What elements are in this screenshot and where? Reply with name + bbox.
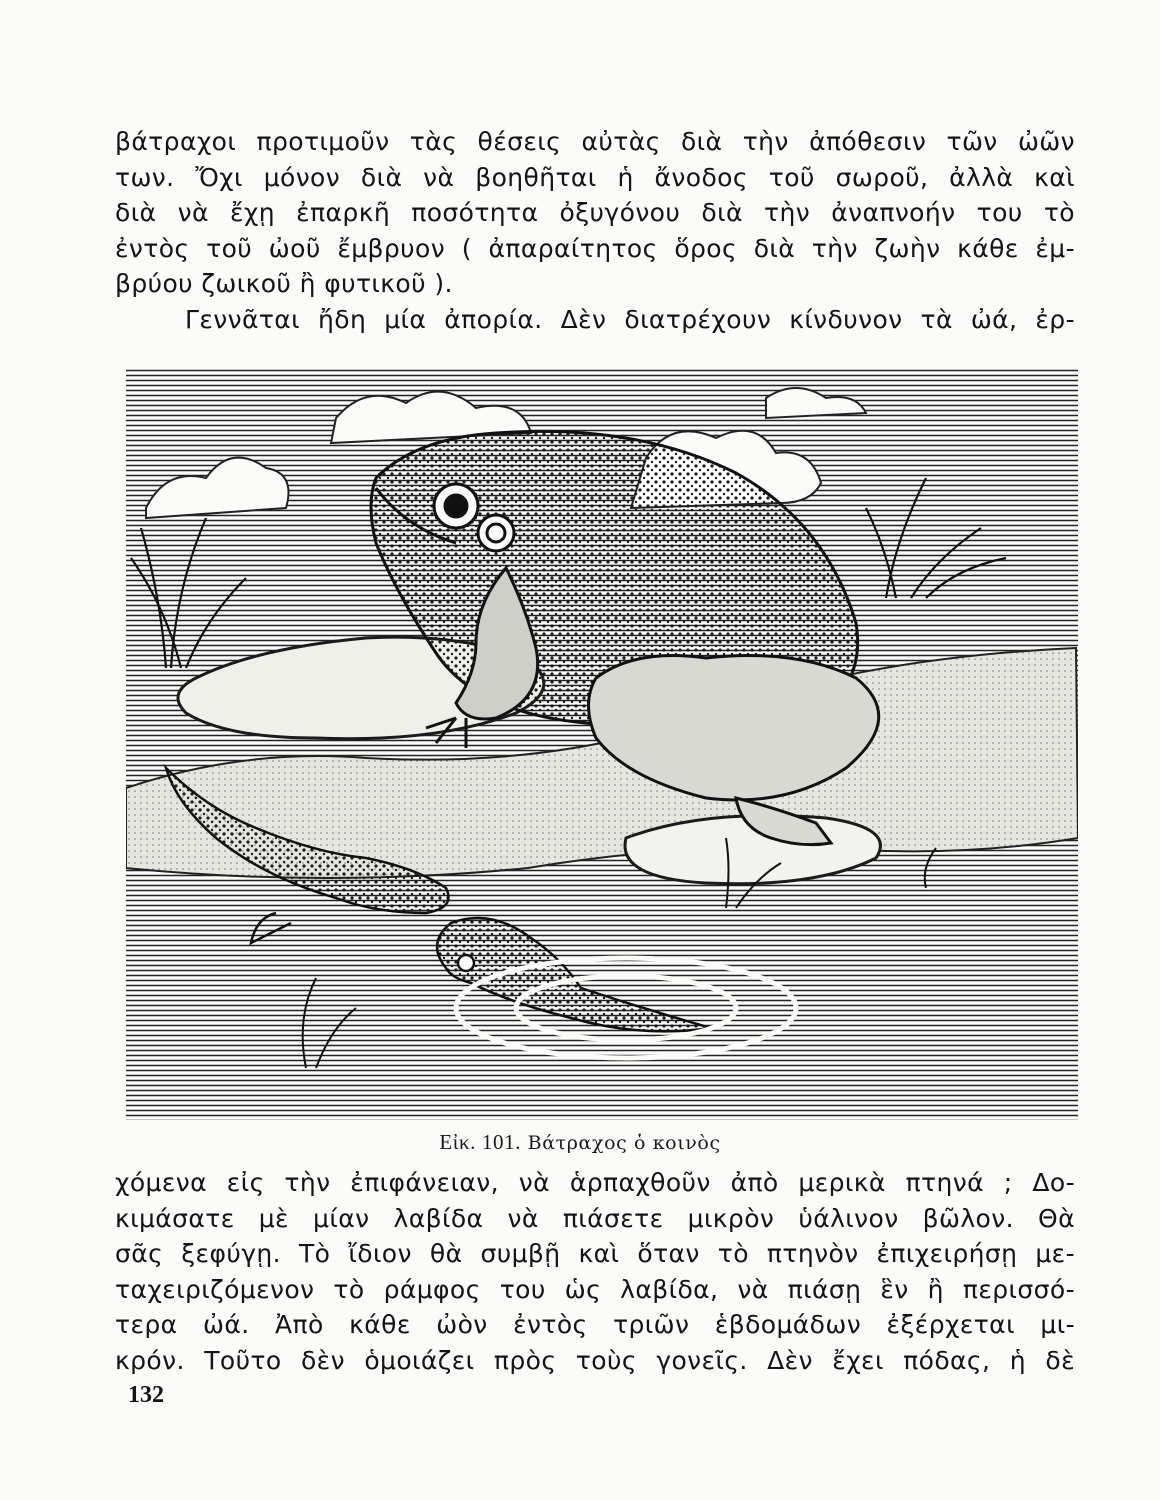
text-line: διὰ νὰ ἔχῃ ἐπαρκῆ ποσότητα ὀξυγόνου διὰ τὴν ἀναπνοήν του τὸ — [115, 198, 1075, 227]
text-line: των. Ὄχι μόνον διὰ νὰ βοηθῆται ἡ ἄνοδος τοῦ σωροῦ, ἀλλὰ καὶ — [115, 162, 1075, 192]
text-line: ἐντὸς τοῦ ὠοῦ ἔμβρυον ( ἀπαραίτητος ὅρος διὰ τὴν ζωὴν κάθε ἐμ- — [115, 233, 1075, 263]
top-paragraph — [115, 124, 1075, 337]
bottom-paragraph — [115, 1165, 1075, 1378]
text-line: σᾶς ξεφύγῃ. Τὸ ἴδιον θὰ συμβῇ καὶ ὅταν τὸ πτηνὸν ἐπιχειρήσῃ με- — [115, 1239, 1075, 1268]
frog-illustration — [126, 368, 1078, 1120]
text-line: κιμάσατε μὲ μίαν λαβίδα νὰ πιάσετε μικρὸν ὑάλινον βῶλον. Θὰ — [115, 1203, 1075, 1233]
caption-label: Εἰκ. 101. — [439, 1130, 522, 1154]
text-line: βρύου ζωικοῦ ἢ φυτικοῦ ). — [115, 269, 453, 298]
text-line: ταχειριζόμενον τὸ ράμφος του ὡς λαβίδα, νὰ πιάσῃ ἓν ἢ περισσό- — [115, 1274, 1075, 1304]
text-line: χόμενα εἰς τὴν ἐπιφάνειαν, νὰ ἁρπαχθοῦν ἀπὸ μερικὰ πτηνά ; Δο- — [115, 1168, 1075, 1197]
caption-text: Βάτραχος ὁ κοινὸς — [527, 1132, 721, 1154]
text-line: Γεννᾶται ἤδη μία ἀπορία. Δὲν διατρέχουν κίνδυνον τὰ ὠά, ἐρ- — [185, 304, 1075, 334]
figure-caption — [0, 1130, 1160, 1155]
page-number: 132 — [128, 1382, 164, 1408]
text-line: κρόν. Τοῦτο δὲν ὁμοιάζει πρὸς τοὺς γονεῖς. Δὲν ἔχει πόδας, ἡ δὲ — [115, 1345, 1075, 1375]
text-line: βάτραχοι προτιμοῦν τὰς θέσεις αὐτὰς διὰ τὴν ἀπόθεσιν τῶν ὠῶν — [115, 127, 1075, 156]
text-line: τερα ὠά. Ἀπὸ κάθε ὠὸν ἐντὸς τριῶν ἑβδομάδων ἐξέρχεται μι- — [115, 1310, 1075, 1339]
